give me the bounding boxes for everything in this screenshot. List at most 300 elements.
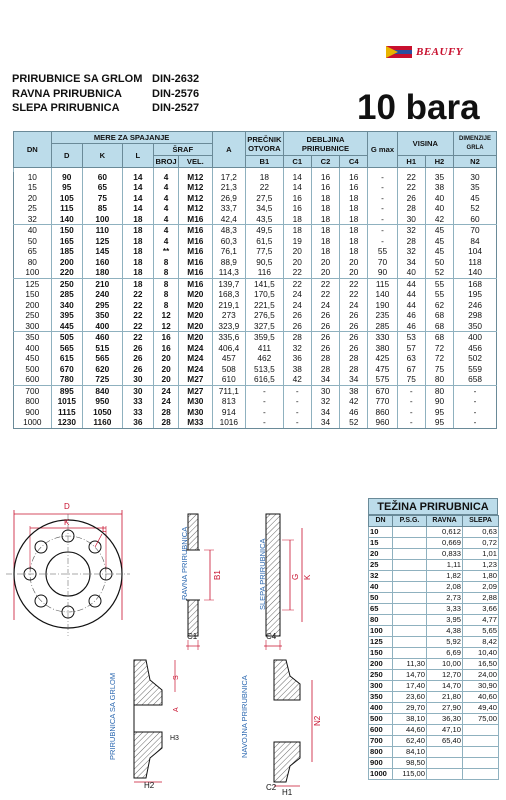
table-cell: 502 bbox=[454, 353, 497, 364]
weights-cell bbox=[393, 549, 427, 560]
table-cell: 711,1 bbox=[212, 385, 245, 396]
table-cell: 8 bbox=[154, 278, 179, 289]
table-cell: 26 bbox=[340, 310, 368, 321]
table-cell: 84 bbox=[454, 236, 497, 247]
table-cell: 28 bbox=[340, 353, 368, 364]
table-cell: 115 bbox=[51, 203, 82, 214]
header-dn: DN bbox=[14, 132, 52, 168]
table-cell: 24 bbox=[154, 396, 179, 407]
table-cell: 90,5 bbox=[246, 257, 284, 268]
weights-row bbox=[369, 527, 499, 538]
weights-cell: 30,90 bbox=[463, 681, 499, 692]
table-cell: 250 bbox=[14, 310, 52, 321]
table-cell: 34 bbox=[397, 257, 425, 268]
table-cell: 18 bbox=[311, 203, 339, 214]
weights-cell: 100 bbox=[369, 626, 393, 637]
table-cell: 32 bbox=[283, 343, 311, 354]
table-cell: 18 bbox=[311, 193, 339, 204]
table-cell: 18 bbox=[340, 193, 368, 204]
table-cell: - bbox=[368, 172, 397, 183]
table-cell: 950 bbox=[82, 396, 122, 407]
weights-cell: 98,50 bbox=[393, 758, 427, 769]
table-cell: 33,7 bbox=[212, 203, 245, 214]
table-cell: 10 bbox=[14, 172, 52, 183]
table-cell: 35 bbox=[425, 172, 453, 183]
table-cell: - bbox=[397, 385, 425, 396]
table-cell: 70 bbox=[368, 257, 397, 268]
weights-row bbox=[369, 769, 499, 780]
weights-cell: 8,42 bbox=[463, 637, 499, 648]
weights-row bbox=[369, 593, 499, 604]
weights-cell: 10,40 bbox=[463, 648, 499, 659]
table-cell: 350 bbox=[82, 310, 122, 321]
table-cell: 68 bbox=[425, 332, 453, 343]
weights-cell bbox=[393, 615, 427, 626]
weights-cell: 125 bbox=[369, 637, 393, 648]
weights-cell: 62,40 bbox=[393, 736, 427, 747]
title-std: DIN-2632 bbox=[152, 73, 200, 85]
weights-cell: 1,80 bbox=[463, 571, 499, 582]
label-k: K bbox=[64, 518, 70, 527]
table-cell: 72 bbox=[425, 343, 453, 354]
brand-flag-icon bbox=[386, 46, 412, 58]
table-cell: 26,9 bbox=[212, 193, 245, 204]
table-cell: 22 bbox=[246, 182, 284, 193]
table-cell: 400 bbox=[454, 332, 497, 343]
title-name: RAVNA PRIRUBNICA bbox=[12, 87, 122, 100]
header-c2: C2 bbox=[311, 156, 339, 168]
weights-cell: 23,60 bbox=[393, 692, 427, 703]
table-cell: 30 bbox=[311, 385, 339, 396]
table-cell: 1230 bbox=[51, 417, 82, 428]
table-cell: 4 bbox=[154, 236, 179, 247]
table-row bbox=[14, 343, 497, 354]
weights-header-ravna: RAVNA bbox=[427, 516, 463, 527]
table-cell: 4 bbox=[154, 214, 179, 225]
table-cell: 26 bbox=[283, 321, 311, 332]
table-cell: 18 bbox=[283, 214, 311, 225]
table-cell: 70 bbox=[454, 225, 497, 236]
table-cell: 246 bbox=[454, 300, 497, 311]
table-cell: 34 bbox=[311, 374, 339, 385]
header-c1: C1 bbox=[283, 156, 311, 168]
table-cell: 860 bbox=[368, 407, 397, 418]
table-row bbox=[14, 203, 497, 214]
weights-header-slepa: SLEPA bbox=[463, 516, 499, 527]
table-cell: 26 bbox=[283, 310, 311, 321]
table-cell: 40 bbox=[397, 267, 425, 278]
table-row bbox=[14, 236, 497, 247]
weights-cell: 3,95 bbox=[427, 615, 463, 626]
weights-cell: 2,09 bbox=[463, 582, 499, 593]
table-cell: 813 bbox=[212, 396, 245, 407]
brand-logo bbox=[386, 44, 498, 60]
table-cell: 22 bbox=[122, 332, 153, 343]
table-cell: 185 bbox=[51, 246, 82, 257]
weights-cell bbox=[393, 538, 427, 549]
weights-cell: 1,11 bbox=[427, 560, 463, 571]
table-cell: 141,5 bbox=[246, 278, 284, 289]
table-row bbox=[14, 396, 497, 407]
weights-cell bbox=[463, 747, 499, 758]
table-cell: 26 bbox=[397, 193, 425, 204]
weights-cell: 200 bbox=[369, 659, 393, 670]
table-row bbox=[14, 300, 497, 311]
table-cell: 100 bbox=[82, 214, 122, 225]
table-cell: 457 bbox=[212, 353, 245, 364]
header-b1: B1 bbox=[246, 156, 284, 168]
table-cell: 40 bbox=[425, 193, 453, 204]
table-cell: 42 bbox=[283, 374, 311, 385]
table-cell: 276,5 bbox=[246, 310, 284, 321]
table-cell: 77,5 bbox=[246, 246, 284, 257]
table-cell: 565 bbox=[51, 343, 82, 354]
table-cell: 295 bbox=[82, 300, 122, 311]
table-cell: 359,5 bbox=[246, 332, 284, 343]
table-cell: 28 bbox=[311, 364, 339, 375]
weights-table bbox=[368, 515, 499, 780]
table-cell: 610 bbox=[212, 374, 245, 385]
table-cell: 22 bbox=[340, 289, 368, 300]
table-cell: 18 bbox=[311, 246, 339, 257]
weights-cell: 27,90 bbox=[427, 703, 463, 714]
table-cell: 145 bbox=[82, 246, 122, 257]
table-cell: 24 bbox=[340, 300, 368, 311]
table-cell: 18 bbox=[340, 225, 368, 236]
header-debljina: DEBLJINA PRIRUBNICE bbox=[283, 132, 368, 156]
table-cell: 327,5 bbox=[246, 321, 284, 332]
weights-header-dn: DN bbox=[369, 516, 393, 527]
table-cell: 300 bbox=[14, 321, 52, 332]
table-cell: 33 bbox=[122, 396, 153, 407]
table-cell: 90 bbox=[425, 396, 453, 407]
table-row bbox=[14, 267, 497, 278]
table-row bbox=[14, 310, 497, 321]
table-cell: 400 bbox=[14, 343, 52, 354]
table-cell: 45 bbox=[454, 193, 497, 204]
table-cell: - bbox=[368, 182, 397, 193]
weights-cell: 15 bbox=[369, 538, 393, 549]
table-cell: 500 bbox=[14, 364, 52, 375]
weights-row bbox=[369, 681, 499, 692]
weld-neck-flange-section bbox=[134, 660, 180, 790]
table-cell: 780 bbox=[51, 374, 82, 385]
table-cell: 63 bbox=[397, 353, 425, 364]
table-cell: 65 bbox=[14, 246, 52, 257]
header-visina: VISINA bbox=[397, 132, 453, 156]
table-cell: M12 bbox=[179, 172, 212, 183]
table-cell: 20 bbox=[154, 364, 179, 375]
table-cell: 42 bbox=[425, 214, 453, 225]
table-cell: 445 bbox=[51, 321, 82, 332]
table-row bbox=[14, 172, 497, 183]
weights-cell bbox=[393, 593, 427, 604]
table-row bbox=[14, 246, 497, 257]
table-cell: 75 bbox=[425, 364, 453, 375]
table-cell: 55 bbox=[425, 278, 453, 289]
weights-cell: 38,10 bbox=[393, 714, 427, 725]
weights-cell: 500 bbox=[369, 714, 393, 725]
table-cell: 22 bbox=[122, 310, 153, 321]
table-cell: 1015 bbox=[51, 396, 82, 407]
weights-cell bbox=[393, 626, 427, 637]
table-cell: 42,4 bbox=[212, 214, 245, 225]
table-cell: 565 bbox=[82, 353, 122, 364]
ravna-flange-section bbox=[186, 514, 222, 650]
weights-cell: 0,63 bbox=[463, 527, 499, 538]
table-cell: 80 bbox=[425, 374, 453, 385]
table-cell: 43,5 bbox=[246, 214, 284, 225]
table-cell: - bbox=[283, 407, 311, 418]
table-cell: 49,5 bbox=[246, 225, 284, 236]
label-c4: C4 bbox=[266, 632, 277, 641]
table-cell: - bbox=[368, 236, 397, 247]
table-row bbox=[14, 353, 497, 364]
weights-cell bbox=[393, 648, 427, 659]
table-cell: 220 bbox=[51, 267, 82, 278]
table-cell: 670 bbox=[368, 385, 397, 396]
table-cell: 62 bbox=[425, 300, 453, 311]
weights-cell: 2,88 bbox=[463, 593, 499, 604]
table-cell: 22 bbox=[340, 278, 368, 289]
label-d: D bbox=[64, 502, 70, 511]
table-cell: 45 bbox=[425, 246, 453, 257]
table-cell: M16 bbox=[179, 246, 212, 257]
table-cell: M24 bbox=[179, 364, 212, 375]
weights-cell: 1000 bbox=[369, 769, 393, 780]
weights-row bbox=[369, 692, 499, 703]
weights-cell bbox=[463, 736, 499, 747]
table-cell: 513,5 bbox=[246, 364, 284, 375]
table-cell: 26 bbox=[311, 310, 339, 321]
table-cell: 114,3 bbox=[212, 267, 245, 278]
weights-panel bbox=[368, 498, 498, 780]
table-cell: M12 bbox=[179, 182, 212, 193]
header-precnik: PREČNIK OTVORA bbox=[246, 132, 284, 156]
table-cell: 16 bbox=[311, 182, 339, 193]
weights-cell: 4,77 bbox=[463, 615, 499, 626]
table-cell: 75 bbox=[397, 374, 425, 385]
weights-cell bbox=[463, 758, 499, 769]
weights-cell: 2,08 bbox=[427, 582, 463, 593]
table-cell: 40 bbox=[425, 203, 453, 214]
table-cell: 76,1 bbox=[212, 246, 245, 257]
weights-row bbox=[369, 637, 499, 648]
table-cell: 150 bbox=[51, 225, 82, 236]
weights-row bbox=[369, 571, 499, 582]
pressure-rating: 10 bara bbox=[357, 88, 480, 127]
table-cell: 8 bbox=[154, 267, 179, 278]
table-cell: 60 bbox=[82, 172, 122, 183]
header-dimenzije: DIMENZIJE GRLA bbox=[454, 132, 497, 156]
weights-cell: 29,70 bbox=[393, 703, 427, 714]
table-cell: 28 bbox=[340, 364, 368, 375]
table-cell: 42 bbox=[340, 396, 368, 407]
table-cell: 52 bbox=[454, 203, 497, 214]
weights-cell: 600 bbox=[369, 725, 393, 736]
table-cell: 30 bbox=[122, 374, 153, 385]
weights-cell: 300 bbox=[369, 681, 393, 692]
table-cell: 395 bbox=[51, 310, 82, 321]
table-cell: 30 bbox=[397, 214, 425, 225]
table-cell: 900 bbox=[14, 407, 52, 418]
table-cell: M12 bbox=[179, 193, 212, 204]
weights-cell: 47,10 bbox=[427, 725, 463, 736]
table-cell: 125 bbox=[82, 236, 122, 247]
table-cell: 18 bbox=[122, 278, 153, 289]
table-cell: 20 bbox=[340, 267, 368, 278]
table-cell: - bbox=[368, 214, 397, 225]
table-cell: M16 bbox=[179, 267, 212, 278]
table-cell: 80 bbox=[14, 257, 52, 268]
table-cell: 411 bbox=[246, 343, 284, 354]
table-cell: 168,3 bbox=[212, 289, 245, 300]
table-cell: 914 bbox=[212, 407, 245, 418]
weights-cell: 32 bbox=[369, 571, 393, 582]
table-cell: 575 bbox=[368, 374, 397, 385]
table-cell: 18 bbox=[340, 236, 368, 247]
table-cell: 34 bbox=[311, 407, 339, 418]
table-cell: M20 bbox=[179, 300, 212, 311]
weights-cell: 0,72 bbox=[463, 538, 499, 549]
table-cell: 104 bbox=[454, 246, 497, 257]
table-cell: 140 bbox=[368, 289, 397, 300]
weights-cell: 250 bbox=[369, 670, 393, 681]
table-cell: 18 bbox=[246, 172, 284, 183]
table-cell: 28 bbox=[397, 236, 425, 247]
weights-cell bbox=[393, 527, 427, 538]
weights-body bbox=[369, 527, 499, 780]
table-cell: 26 bbox=[311, 332, 339, 343]
label-n2: N2 bbox=[313, 715, 322, 726]
table-cell: 200 bbox=[14, 300, 52, 311]
table-cell: M20 bbox=[179, 310, 212, 321]
table-cell: 60,3 bbox=[212, 236, 245, 247]
table-cell: 165 bbox=[51, 236, 82, 247]
table-cell: M24 bbox=[179, 353, 212, 364]
table-cell: 28 bbox=[154, 417, 179, 428]
weights-row bbox=[369, 703, 499, 714]
table-row bbox=[14, 321, 497, 332]
table-cell: 36 bbox=[122, 417, 153, 428]
weights-header-psg: P.S.G. bbox=[393, 516, 427, 527]
table-cell: 28 bbox=[311, 353, 339, 364]
table-cell: 285 bbox=[368, 321, 397, 332]
table-cell: - bbox=[368, 193, 397, 204]
table-row bbox=[14, 214, 497, 225]
table-cell: 25 bbox=[14, 203, 52, 214]
table-cell: - bbox=[397, 396, 425, 407]
table-cell: 21,3 bbox=[212, 182, 245, 193]
table-cell: 8 bbox=[154, 289, 179, 300]
table-cell: 800 bbox=[14, 396, 52, 407]
table-cell: 55 bbox=[368, 246, 397, 257]
weights-row bbox=[369, 615, 499, 626]
table-cell: 170,5 bbox=[246, 289, 284, 300]
table-cell: M20 bbox=[179, 289, 212, 300]
header-k: K bbox=[82, 144, 122, 168]
table-cell: 16 bbox=[154, 332, 179, 343]
table-cell: 340 bbox=[51, 300, 82, 311]
table-cell: 90 bbox=[368, 267, 397, 278]
table-cell: 22 bbox=[122, 300, 153, 311]
table-cell: 26 bbox=[122, 364, 153, 375]
label-b1: B1 bbox=[213, 570, 222, 580]
table-cell: 95 bbox=[51, 182, 82, 193]
table-cell: - bbox=[283, 385, 311, 396]
table-cell: 52 bbox=[425, 267, 453, 278]
table-cell: 46 bbox=[397, 321, 425, 332]
table-cell: 44 bbox=[397, 289, 425, 300]
title-std: DIN-2527 bbox=[152, 102, 200, 114]
table-cell: M16 bbox=[179, 236, 212, 247]
table-cell: 330 bbox=[368, 332, 397, 343]
table-cell: 57 bbox=[397, 343, 425, 354]
table-cell: 17,2 bbox=[212, 172, 245, 183]
label-a: A bbox=[173, 707, 180, 712]
table-cell: 221,5 bbox=[246, 300, 284, 311]
brand-name: BEAUFY bbox=[416, 46, 464, 58]
title-std: DIN-2576 bbox=[152, 87, 200, 100]
weights-cell: 3,33 bbox=[427, 604, 463, 615]
table-cell: 116 bbox=[246, 267, 284, 278]
table-cell: - bbox=[454, 385, 497, 396]
table-cell: 46 bbox=[397, 310, 425, 321]
table-cell: 658 bbox=[454, 374, 497, 385]
table-row bbox=[14, 182, 497, 193]
weights-row bbox=[369, 714, 499, 725]
weights-cell: 75,00 bbox=[463, 714, 499, 725]
label-ravna: RAVNA PRIRUBNICA bbox=[180, 526, 189, 600]
table-cell: 456 bbox=[454, 343, 497, 354]
table-cell: 68 bbox=[425, 310, 453, 321]
table-cell: 895 bbox=[51, 385, 82, 396]
threaded-flange-section bbox=[266, 660, 322, 797]
table-cell: 150 bbox=[14, 289, 52, 300]
table-cell: 50 bbox=[14, 236, 52, 247]
table-cell: 250 bbox=[51, 278, 82, 289]
table-cell: 670 bbox=[51, 364, 82, 375]
weights-cell: 10 bbox=[369, 527, 393, 538]
table-cell: - bbox=[246, 396, 284, 407]
table-cell: - bbox=[454, 396, 497, 407]
weights-cell: 6,69 bbox=[427, 648, 463, 659]
table-cell: 26 bbox=[311, 343, 339, 354]
table-cell: 110 bbox=[82, 225, 122, 236]
table-row bbox=[14, 257, 497, 268]
table-cell: 16 bbox=[283, 193, 311, 204]
header-vel: VEL. bbox=[179, 156, 212, 168]
table-cell: 26 bbox=[122, 343, 153, 354]
weights-cell: 400 bbox=[369, 703, 393, 714]
table-cell: 18 bbox=[340, 214, 368, 225]
table-cell: 45 bbox=[425, 236, 453, 247]
weights-cell: 36,30 bbox=[427, 714, 463, 725]
weights-cell: 25 bbox=[369, 560, 393, 571]
table-cell: M12 bbox=[179, 203, 212, 214]
weights-row bbox=[369, 747, 499, 758]
table-cell: 515 bbox=[82, 343, 122, 354]
header-broj: BROJ bbox=[155, 157, 177, 166]
table-cell: 44 bbox=[397, 278, 425, 289]
label-sagrlom: PRIRUBNICA SA GRLOM bbox=[108, 672, 117, 760]
table-cell: 38 bbox=[283, 364, 311, 375]
table-cell: 350 bbox=[14, 332, 52, 343]
table-cell: 32 bbox=[397, 225, 425, 236]
weights-row bbox=[369, 560, 499, 571]
table-cell: 22 bbox=[122, 289, 153, 300]
header-l: L bbox=[122, 144, 153, 168]
